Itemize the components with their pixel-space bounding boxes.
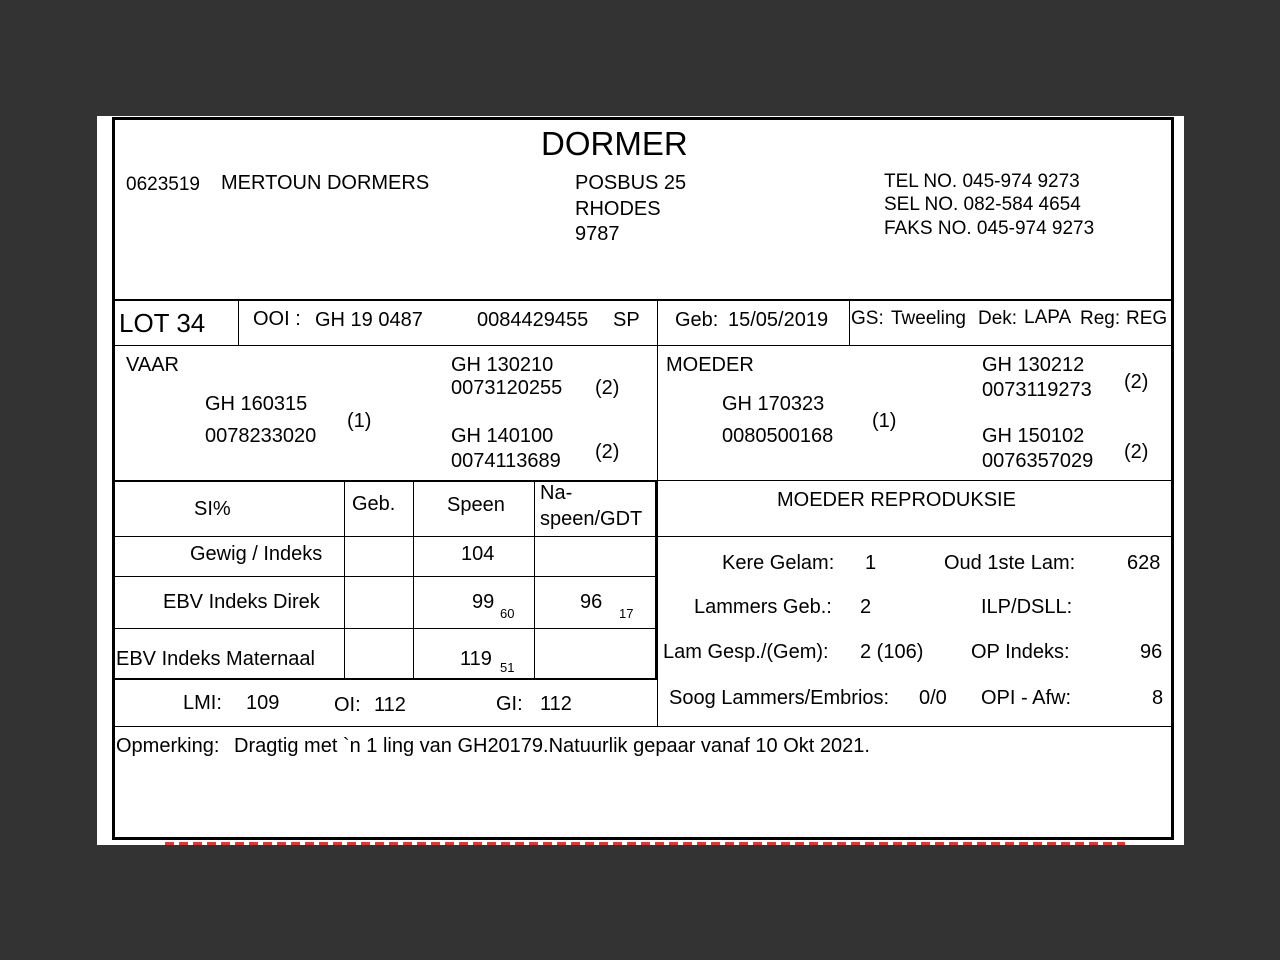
vaar-dam-number: 0074113689 <box>451 450 561 472</box>
moeder-sire-id: GH 130212 <box>982 354 1085 376</box>
moeder-dam-id: GH 150102 <box>982 425 1085 447</box>
oud-value: 628 <box>1127 552 1161 574</box>
page-title: DORMER <box>541 125 688 162</box>
vaar-id: GH 160315 <box>205 393 308 415</box>
divider-si-top <box>112 480 658 482</box>
moeder-sire-number: 0073119273 <box>982 379 1092 401</box>
divider-pedigree <box>112 345 1174 346</box>
row-label-ebv-direk: EBV Indeks Direk <box>163 591 320 613</box>
oud-label: Oud 1ste Lam: <box>944 552 1076 574</box>
divider-si-col4 <box>655 482 657 678</box>
direk-speen: 99 <box>472 591 495 613</box>
opi-label: OPI - Afw: <box>981 687 1072 709</box>
divider-lot-col <box>238 299 239 345</box>
gewig-speen: 104 <box>461 543 495 565</box>
vaar-sire-number: 0073120255 <box>451 377 563 399</box>
vaar-generation: (1) <box>347 410 372 432</box>
maternaal-speen: 119 <box>460 648 492 670</box>
maternaal-speen-accuracy: 51 <box>500 660 515 675</box>
gi-label: GI: <box>496 693 523 715</box>
sel-number: SEL NO. 082-584 4654 <box>884 194 1081 215</box>
op-label: OP Indeks: <box>971 641 1070 663</box>
row-label-gewig: Gewig / Indeks <box>190 543 323 565</box>
gesp-value: 2 (106) <box>860 641 924 663</box>
kere-value: 1 <box>865 552 877 574</box>
direk-naspeen-accuracy: 17 <box>619 606 634 621</box>
divider-si-col2 <box>413 482 414 678</box>
lmi-label: LMI: <box>183 692 222 714</box>
divider-si-bottom <box>112 678 658 680</box>
si-header: SI% <box>194 498 231 520</box>
geb-header: Geb. <box>352 493 396 515</box>
gi-value: 112 <box>540 693 572 715</box>
moeder-sire-generation: (2) <box>1124 371 1149 393</box>
faks-number: FAKS NO. 045-974 9273 <box>884 218 1095 239</box>
moeder-dam-generation: (2) <box>1124 441 1149 463</box>
dek-label: Dek: <box>978 308 1018 329</box>
vaar-dam-generation: (2) <box>595 441 620 463</box>
cropped-red-note <box>165 841 1125 845</box>
ooi-code: SP <box>613 309 640 331</box>
moeder-dam-number: 0076357029 <box>982 450 1094 472</box>
opmerking-label: Opmerking: <box>116 735 220 757</box>
divider-si-col3 <box>534 482 535 678</box>
oi-value: 112 <box>374 694 406 716</box>
divider-si-row1 <box>112 536 658 537</box>
speen-header: Speen <box>447 494 505 516</box>
lmi-value: 109 <box>246 692 280 714</box>
reproduksie-title: MOEDER REPRODUKSIE <box>777 489 1016 511</box>
ooi-label: OOI : <box>253 308 301 330</box>
breeder-number: 0623519 <box>126 174 200 195</box>
naspeen-header-1: Na- <box>540 482 573 504</box>
ooi-id: GH 19 0487 <box>315 309 423 331</box>
soog-label: Soog Lammers/Embrios: <box>669 687 890 709</box>
reg-label: Reg: <box>1080 308 1121 329</box>
breeder-name: MERTOUN DORMERS <box>221 172 430 194</box>
divider-center <box>657 299 658 726</box>
vaar-dam-id: GH 140100 <box>451 425 554 447</box>
geb-date: 15/05/2019 <box>728 309 829 331</box>
gs-value: Tweeling <box>891 308 966 329</box>
gesp-label: Lam Gesp./(Gem): <box>663 641 829 663</box>
divider-remarks <box>112 726 1174 727</box>
divider-repro-head <box>658 536 1174 537</box>
op-value: 96 <box>1140 641 1163 663</box>
lammers-label: Lammers Geb.: <box>694 596 832 618</box>
ilp-label: ILP/DSLL: <box>981 596 1073 618</box>
geb-label: Geb: <box>675 309 719 331</box>
ooi-number: 0084429455 <box>477 309 589 331</box>
dek-value: LAPA <box>1024 307 1072 328</box>
divider-si-row2 <box>112 576 658 577</box>
direk-speen-accuracy: 60 <box>500 606 515 621</box>
direk-naspeen: 96 <box>580 591 603 613</box>
vaar-number: 0078233020 <box>205 425 317 447</box>
opi-value: 8 <box>1152 687 1164 709</box>
soog-value: 0/0 <box>919 687 947 709</box>
moeder-generation: (1) <box>872 410 897 432</box>
divider-repro-top <box>658 480 1174 481</box>
vaar-sire-id: GH 130210 <box>451 354 554 376</box>
address-line-1: POSBUS 25 <box>575 172 687 194</box>
moeder-id: GH 170323 <box>722 393 825 415</box>
vaar-sire-generation: (2) <box>595 377 620 399</box>
divider-si-col1 <box>344 482 345 678</box>
kere-label: Kere Gelam: <box>722 552 835 574</box>
opmerking-text: Dragtig met `n 1 ling van GH20179.Natuurlik gepaar vanaf 10 Okt 2021. <box>234 735 870 757</box>
moeder-number: 0080500168 <box>722 425 834 447</box>
lot-number: LOT 34 <box>119 308 206 338</box>
divider-lot <box>112 299 1174 301</box>
row-label-ebv-maternaal: EBV Indeks Maternaal <box>116 648 315 670</box>
divider-si-row3 <box>112 628 658 629</box>
address-line-3: 9787 <box>575 223 620 245</box>
tel-number: TEL NO. 045-974 9273 <box>884 171 1080 192</box>
gs-label: GS: <box>851 308 884 329</box>
naspeen-header-2: speen/GDT <box>540 508 643 530</box>
address-line-2: RHODES <box>575 198 661 220</box>
lammers-value: 2 <box>860 596 872 618</box>
reg-value: REG <box>1126 308 1168 329</box>
moeder-label: MOEDER <box>666 354 754 376</box>
divider-geb-col <box>849 299 850 345</box>
oi-label: OI: <box>334 694 361 716</box>
vaar-label: VAAR <box>126 354 179 376</box>
